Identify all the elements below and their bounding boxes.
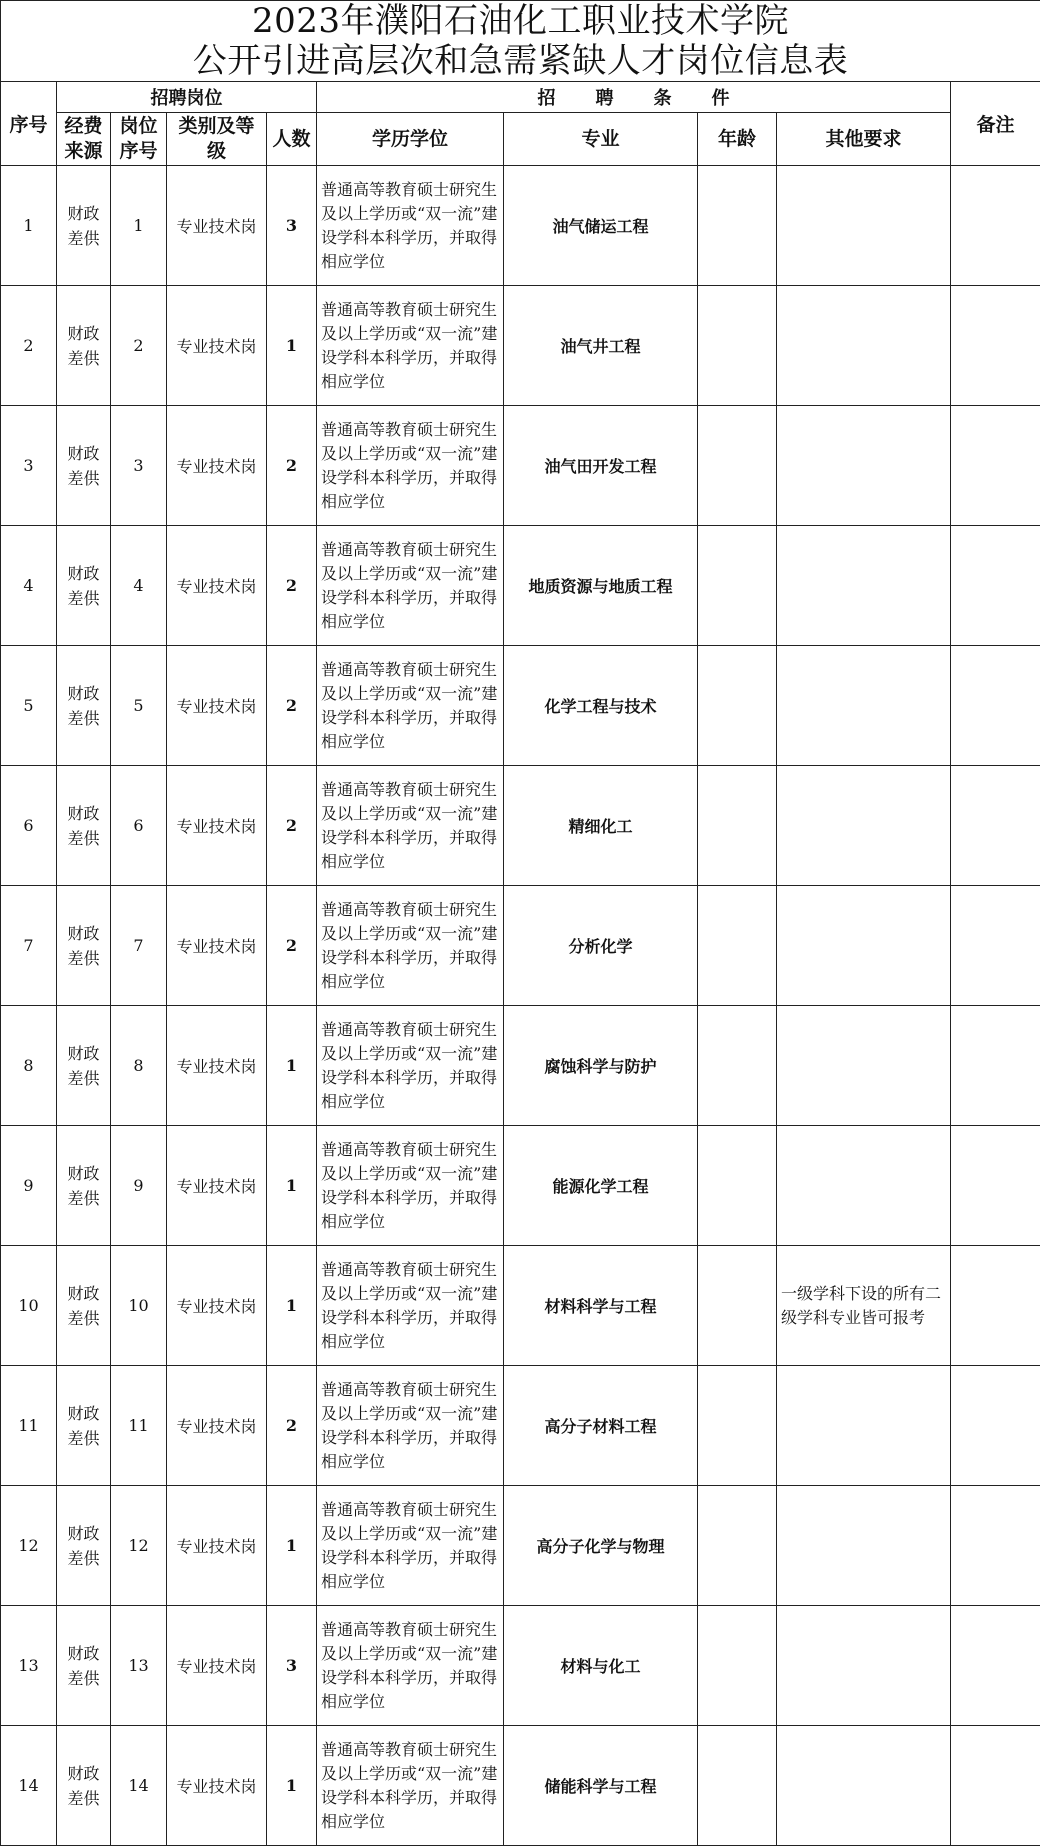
cell-fund-source: 财政 差供 xyxy=(57,1366,111,1486)
cell-other xyxy=(777,1726,951,1846)
cell-age xyxy=(698,1246,777,1366)
cell-count: 1 xyxy=(267,1006,317,1126)
cell-remark xyxy=(951,1726,1040,1846)
table-row xyxy=(1,406,1040,526)
table-row xyxy=(1,886,1040,1006)
cell-category: 专业技术岗 xyxy=(167,766,267,886)
cell-education: 普通高等教育硕士研究生及以上学历或“双一流”建设学科本科学历，并取得相应学位 xyxy=(317,766,504,886)
cell-category: 专业技术岗 xyxy=(167,646,267,766)
cell-category: 专业技术岗 xyxy=(167,1366,267,1486)
cell-education: 普通高等教育硕士研究生及以上学历或“双一流”建设学科本科学历，并取得相应学位 xyxy=(317,1366,504,1486)
header-serial: 序号 xyxy=(1,82,57,166)
cell-serial: 4 xyxy=(1,526,57,646)
cell-major: 腐蚀科学与防护 xyxy=(504,1006,698,1126)
cell-category: 专业技术岗 xyxy=(167,1006,267,1126)
cell-post-number: 4 xyxy=(111,526,167,646)
cell-category: 专业技术岗 xyxy=(167,406,267,526)
cell-other xyxy=(777,1126,951,1246)
cell-post-number: 2 xyxy=(111,286,167,406)
cell-age xyxy=(698,166,777,286)
cell-education: 普通高等教育硕士研究生及以上学历或“双一流”建设学科本科学历，并取得相应学位 xyxy=(317,1006,504,1126)
cell-fund-source: 财政 差供 xyxy=(57,1006,111,1126)
cell-serial: 14 xyxy=(1,1726,57,1846)
cell-serial: 7 xyxy=(1,886,57,1006)
cell-other xyxy=(777,286,951,406)
cell-major: 高分子材料工程 xyxy=(504,1366,698,1486)
cell-education: 普通高等教育硕士研究生及以上学历或“双一流”建设学科本科学历，并取得相应学位 xyxy=(317,166,504,286)
cell-education: 普通高等教育硕士研究生及以上学历或“双一流”建设学科本科学历，并取得相应学位 xyxy=(317,406,504,526)
cell-serial: 1 xyxy=(1,166,57,286)
cell-serial: 13 xyxy=(1,1606,57,1726)
cell-post-number: 5 xyxy=(111,646,167,766)
cell-count: 2 xyxy=(267,406,317,526)
cell-major: 分析化学 xyxy=(504,886,698,1006)
cell-major: 地质资源与地质工程 xyxy=(504,526,698,646)
table-row xyxy=(1,1246,1040,1366)
cell-fund-source: 财政 差供 xyxy=(57,1246,111,1366)
table-row xyxy=(1,1126,1040,1246)
cell-age xyxy=(698,1486,777,1606)
cell-age xyxy=(698,886,777,1006)
cell-remark xyxy=(951,1246,1040,1366)
cell-other xyxy=(777,526,951,646)
cell-serial: 2 xyxy=(1,286,57,406)
cell-category: 专业技术岗 xyxy=(167,886,267,1006)
cell-post-number: 11 xyxy=(111,1366,167,1486)
cell-remark xyxy=(951,406,1040,526)
cell-post-number: 7 xyxy=(111,886,167,1006)
cell-category: 专业技术岗 xyxy=(167,526,267,646)
cell-fund-source: 财政 差供 xyxy=(57,1486,111,1606)
cell-major: 化学工程与技术 xyxy=(504,646,698,766)
cell-remark xyxy=(951,166,1040,286)
cell-serial: 5 xyxy=(1,646,57,766)
table-row xyxy=(1,646,1040,766)
cell-other xyxy=(777,886,951,1006)
cell-age xyxy=(698,286,777,406)
cell-remark xyxy=(951,1606,1040,1726)
cell-education: 普通高等教育硕士研究生及以上学历或“双一流”建设学科本科学历，并取得相应学位 xyxy=(317,1726,504,1846)
cell-post-number: 1 xyxy=(111,166,167,286)
cell-post-number: 10 xyxy=(111,1246,167,1366)
cell-category: 专业技术岗 xyxy=(167,1126,267,1246)
cell-serial: 9 xyxy=(1,1126,57,1246)
cell-fund-source: 财政 差供 xyxy=(57,766,111,886)
cell-post-number: 6 xyxy=(111,766,167,886)
page-title xyxy=(1,1,1040,82)
cell-fund-source: 财政 差供 xyxy=(57,1726,111,1846)
header-fund-source: 经费 来源 xyxy=(57,113,111,166)
cell-fund-source: 财政 差供 xyxy=(57,166,111,286)
header-major: 专业 xyxy=(504,113,698,166)
cell-age xyxy=(698,1006,777,1126)
cell-remark xyxy=(951,1486,1040,1606)
cell-fund-source: 财政 差供 xyxy=(57,646,111,766)
cell-serial: 11 xyxy=(1,1366,57,1486)
cell-major: 储能科学与工程 xyxy=(504,1726,698,1846)
cell-other xyxy=(777,1006,951,1126)
cell-fund-source: 财政 差供 xyxy=(57,526,111,646)
cell-other xyxy=(777,406,951,526)
header-group-conditions: 招聘条件 xyxy=(317,82,951,113)
cell-education: 普通高等教育硕士研究生及以上学历或“双一流”建设学科本科学历，并取得相应学位 xyxy=(317,1246,504,1366)
cell-post-number: 3 xyxy=(111,406,167,526)
cell-age xyxy=(698,1366,777,1486)
cell-post-number: 8 xyxy=(111,1006,167,1126)
cell-age xyxy=(698,766,777,886)
cell-category: 专业技术岗 xyxy=(167,1606,267,1726)
cell-age xyxy=(698,646,777,766)
cell-remark xyxy=(951,1006,1040,1126)
cell-category: 专业技术岗 xyxy=(167,286,267,406)
table-row xyxy=(1,286,1040,406)
header-education: 学历学位 xyxy=(317,113,504,166)
cell-count: 2 xyxy=(267,646,317,766)
cell-education: 普通高等教育硕士研究生及以上学历或“双一流”建设学科本科学历，并取得相应学位 xyxy=(317,1606,504,1726)
header-count: 人数 xyxy=(267,113,317,166)
cell-post-number: 9 xyxy=(111,1126,167,1246)
cell-major: 材料科学与工程 xyxy=(504,1246,698,1366)
table-row xyxy=(1,526,1040,646)
cell-remark xyxy=(951,526,1040,646)
cell-age xyxy=(698,526,777,646)
header-post-number: 岗位 序号 xyxy=(111,113,167,166)
cell-major: 油气田开发工程 xyxy=(504,406,698,526)
cell-category: 专业技术岗 xyxy=(167,1246,267,1366)
cell-education: 普通高等教育硕士研究生及以上学历或“双一流”建设学科本科学历，并取得相应学位 xyxy=(317,1486,504,1606)
table-row xyxy=(1,766,1040,886)
cell-major: 高分子化学与物理 xyxy=(504,1486,698,1606)
cell-count: 1 xyxy=(267,1486,317,1606)
cell-post-number: 14 xyxy=(111,1726,167,1846)
cell-count: 1 xyxy=(267,1126,317,1246)
cell-count: 3 xyxy=(267,166,317,286)
cell-fund-source: 财政 差供 xyxy=(57,286,111,406)
cell-remark xyxy=(951,1366,1040,1486)
table-row xyxy=(1,1606,1040,1726)
table-body xyxy=(1,166,1040,1846)
header-age: 年龄 xyxy=(698,113,777,166)
cell-post-number: 12 xyxy=(111,1486,167,1606)
cell-other xyxy=(777,1606,951,1726)
cell-other: 一级学科下设的所有二级学科专业皆可报考 xyxy=(777,1246,951,1366)
cell-other xyxy=(777,646,951,766)
cell-education: 普通高等教育硕士研究生及以上学历或“双一流”建设学科本科学历，并取得相应学位 xyxy=(317,526,504,646)
cell-remark xyxy=(951,286,1040,406)
table-row xyxy=(1,1006,1040,1126)
cell-count: 1 xyxy=(267,286,317,406)
header-other: 其他要求 xyxy=(777,113,951,166)
title-line-1: 2023年濮阳石油化工职业技术学院 xyxy=(1,1,1040,41)
cell-count: 1 xyxy=(267,1246,317,1366)
table-row xyxy=(1,166,1040,286)
cell-remark xyxy=(951,1126,1040,1246)
cell-major: 油气井工程 xyxy=(504,286,698,406)
cell-count: 3 xyxy=(267,1606,317,1726)
title-line-2: 公开引进高层次和急需紧缺人才岗位信息表 xyxy=(1,41,1040,81)
cell-major: 材料与化工 xyxy=(504,1606,698,1726)
cell-education: 普通高等教育硕士研究生及以上学历或“双一流”建设学科本科学历，并取得相应学位 xyxy=(317,646,504,766)
cell-education: 普通高等教育硕士研究生及以上学历或“双一流”建设学科本科学历，并取得相应学位 xyxy=(317,286,504,406)
cell-serial: 3 xyxy=(1,406,57,526)
cell-other xyxy=(777,166,951,286)
cell-remark xyxy=(951,646,1040,766)
cell-age xyxy=(698,1726,777,1846)
cell-education: 普通高等教育硕士研究生及以上学历或“双一流”建设学科本科学历，并取得相应学位 xyxy=(317,886,504,1006)
cell-education: 普通高等教育硕士研究生及以上学历或“双一流”建设学科本科学历，并取得相应学位 xyxy=(317,1126,504,1246)
cell-major: 精细化工 xyxy=(504,766,698,886)
cell-category: 专业技术岗 xyxy=(167,1486,267,1606)
cell-serial: 10 xyxy=(1,1246,57,1366)
cell-count: 1 xyxy=(267,1726,317,1846)
cell-post-number: 13 xyxy=(111,1606,167,1726)
table-row xyxy=(1,1486,1040,1606)
cell-serial: 8 xyxy=(1,1006,57,1126)
cell-major: 能源化学工程 xyxy=(504,1126,698,1246)
cell-serial: 12 xyxy=(1,1486,57,1606)
cell-major: 油气储运工程 xyxy=(504,166,698,286)
cell-count: 2 xyxy=(267,766,317,886)
cell-other xyxy=(777,1366,951,1486)
header-category: 类别及等 级 xyxy=(167,113,267,166)
cell-count: 2 xyxy=(267,1366,317,1486)
cell-fund-source: 财政 差供 xyxy=(57,1606,111,1726)
cell-fund-source: 财政 差供 xyxy=(57,886,111,1006)
cell-age xyxy=(698,406,777,526)
cell-count: 2 xyxy=(267,526,317,646)
cell-age xyxy=(698,1126,777,1246)
table-row xyxy=(1,1726,1040,1846)
cell-category: 专业技术岗 xyxy=(167,166,267,286)
table-row xyxy=(1,1366,1040,1486)
cell-fund-source: 财政 差供 xyxy=(57,1126,111,1246)
cell-category: 专业技术岗 xyxy=(167,1726,267,1846)
cell-other xyxy=(777,766,951,886)
cell-age xyxy=(698,1606,777,1726)
cell-fund-source: 财政 差供 xyxy=(57,406,111,526)
header-remark: 备注 xyxy=(951,82,1040,166)
cell-serial: 6 xyxy=(1,766,57,886)
cell-remark xyxy=(951,886,1040,1006)
cell-other xyxy=(777,1486,951,1606)
cell-remark xyxy=(951,766,1040,886)
header-group-post: 招聘岗位 xyxy=(57,82,317,113)
cell-count: 2 xyxy=(267,886,317,1006)
